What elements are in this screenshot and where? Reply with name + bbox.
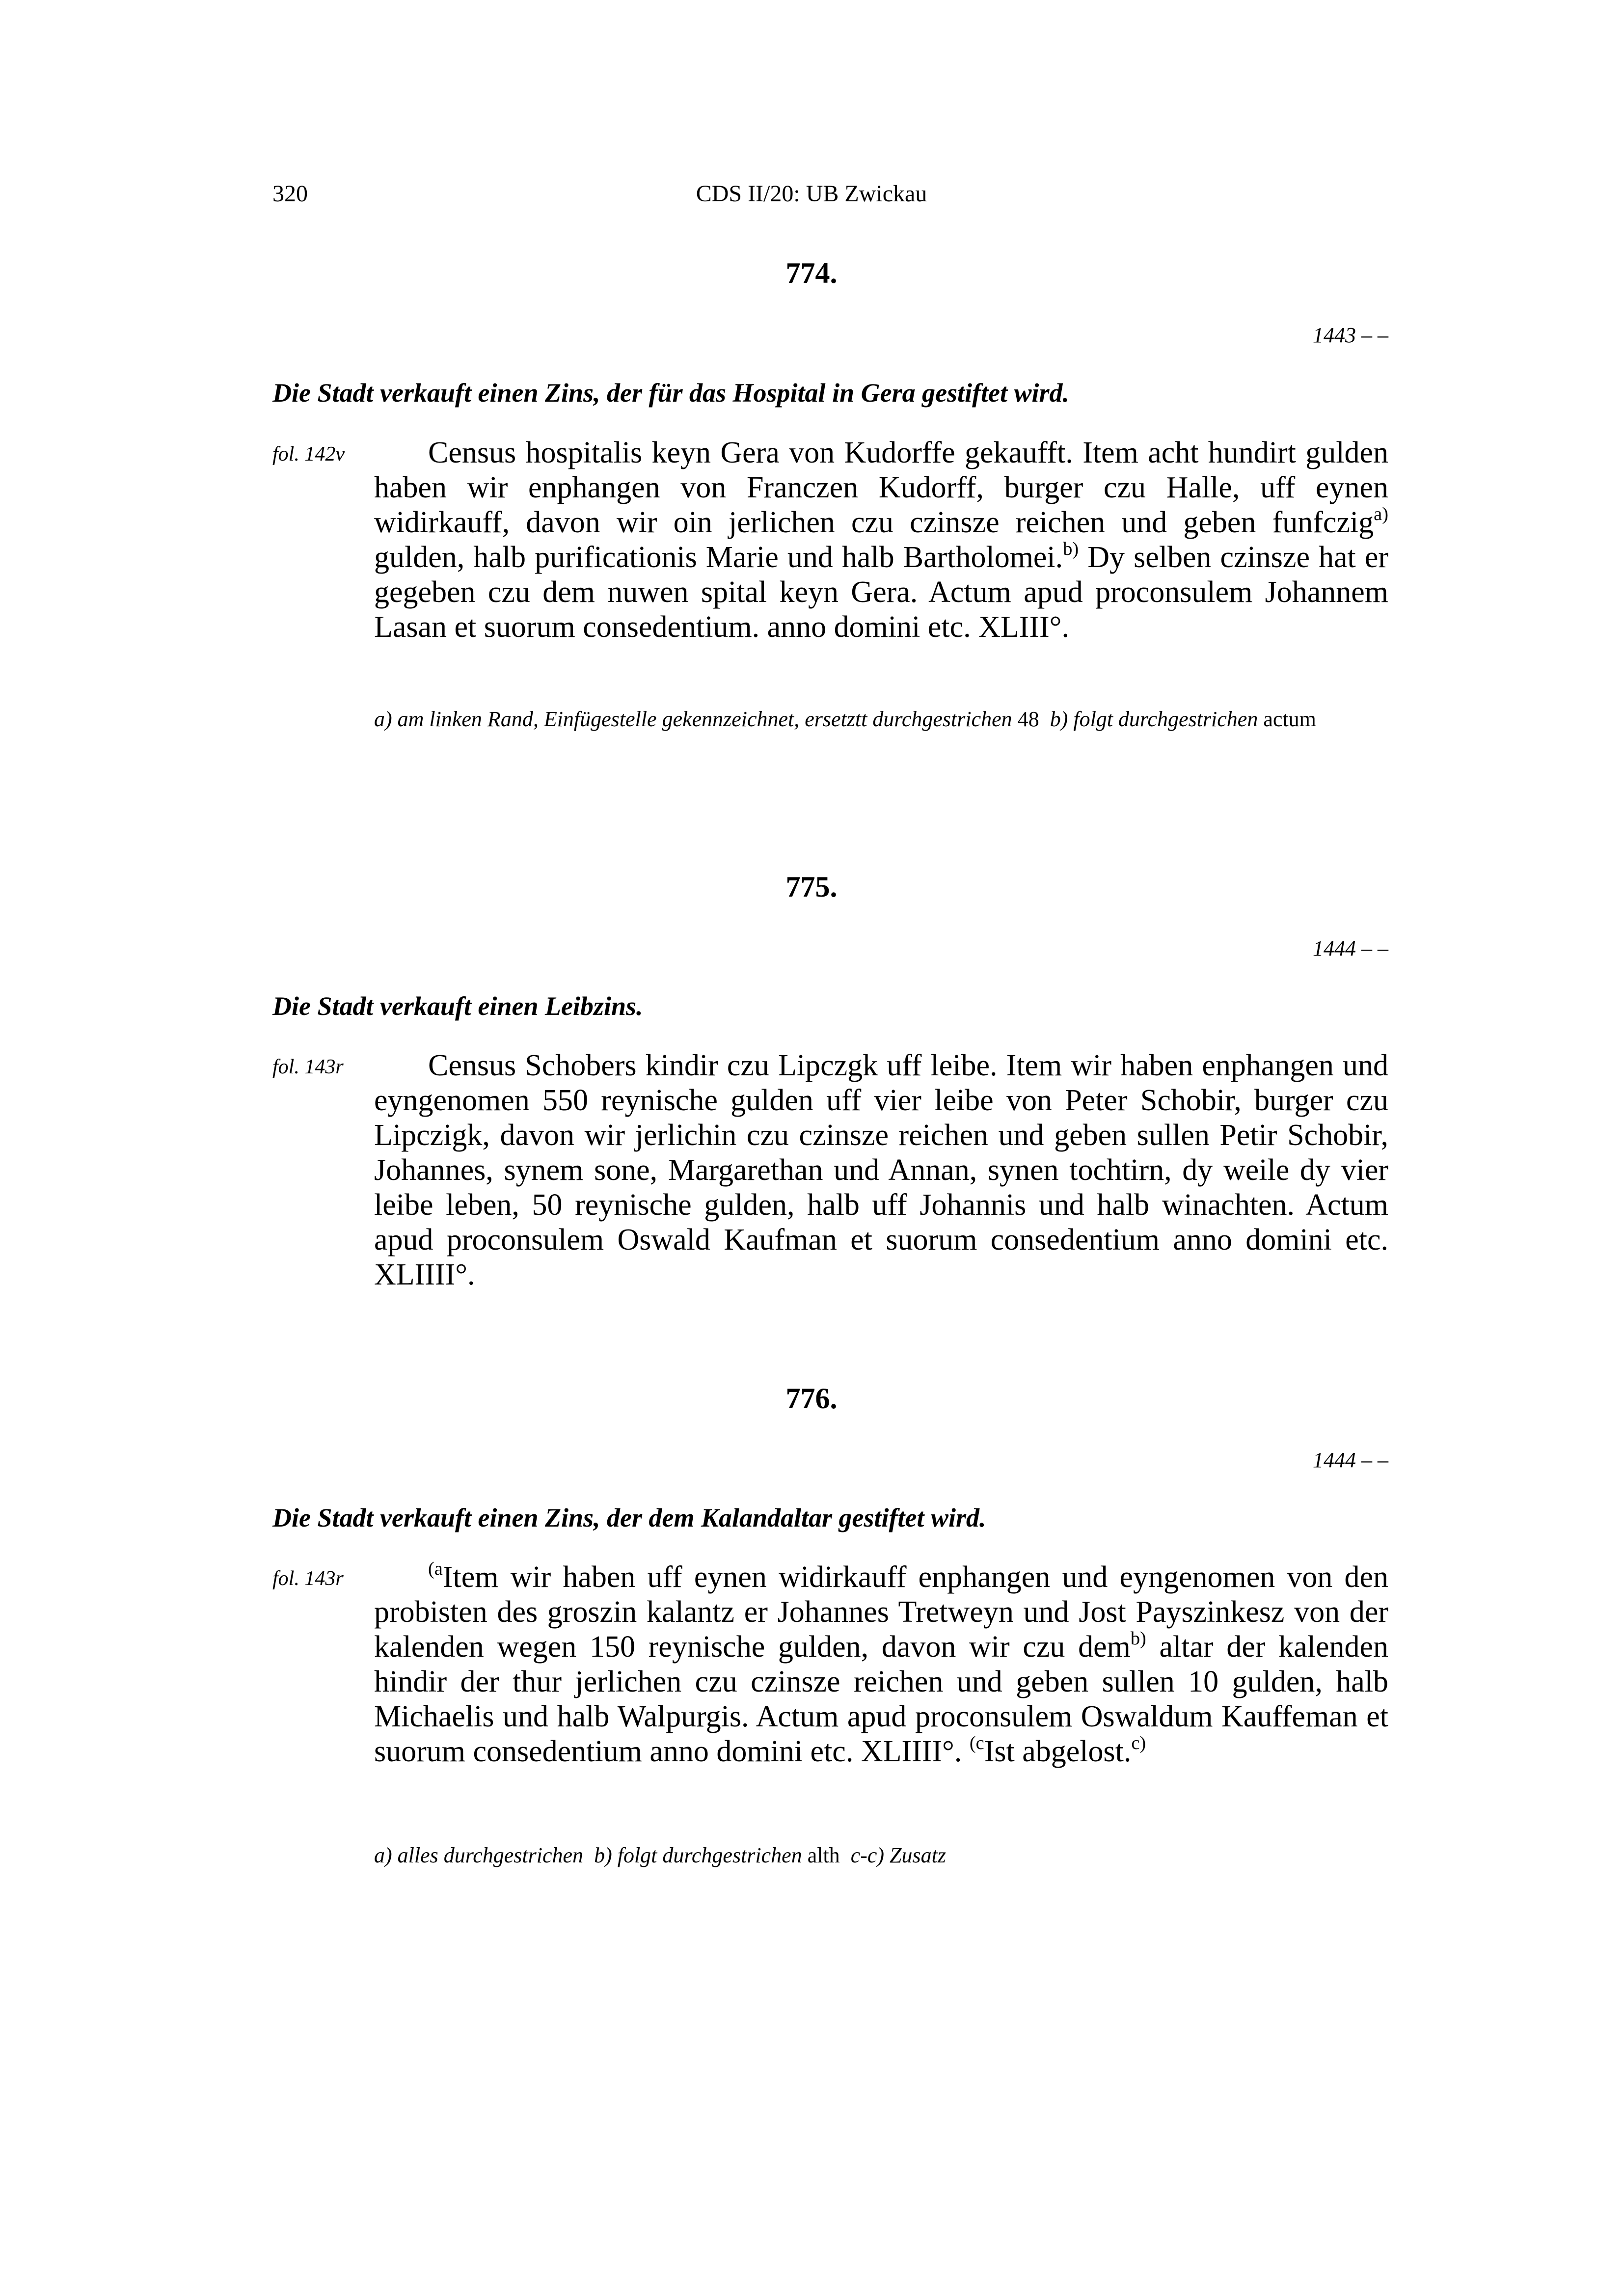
folio-reference-774: fol. 142v <box>272 443 345 465</box>
note-b-word: actum <box>1263 707 1316 731</box>
running-title: CDS II/20: UB Zwickau <box>696 181 927 207</box>
note-a: a) am linken Rand, Einfügestelle gekennzeichnet, ersetztt durchgestrichen <box>374 707 1012 731</box>
text-part: Dy selben czinsze hat er gegeben czu dem nuwen spital keyn Gera. Actum apud proconsulem Johannem Lasan et suorum consedentium. anno domini etc. XLIII°. <box>374 541 1388 644</box>
footnote-marker-c-open: (c <box>969 1732 984 1753</box>
entry-regest-776: Die Stadt verkauft einen Zins, der dem Kalandaltar gestiftet wird. <box>272 1503 986 1532</box>
text-part: Item wir haben uff eynen widirkauff enphangen und eyngenomen von den probisten des groszin kalantz er Johannes Tretweyn und Jost Payszinkesz von der kalenden wegen 150 reynische gulden, davon wir czu dem <box>374 1560 1388 1664</box>
note-b: b) folgt durchgestrichen <box>1050 707 1258 731</box>
entry-date-774: 1443 – – <box>1313 323 1388 347</box>
footnote-marker-b: b) <box>1063 538 1079 559</box>
entry-number-775: 775. <box>785 871 838 903</box>
footnote-marker-a: a) <box>1374 503 1388 524</box>
entry-date-776: 1444 – – <box>1313 1448 1388 1472</box>
entry-date-775: 1444 – – <box>1313 936 1388 960</box>
entry-text-774 <box>374 436 1388 645</box>
entry-text-776 <box>374 1560 1388 1769</box>
entry-text-775 <box>374 1048 1388 1292</box>
note-a: a) alles durchgestrichen <box>374 1843 584 1867</box>
apparatus-notes-776 <box>374 1840 1388 1871</box>
note-c: c-c) Zusatz <box>850 1843 946 1867</box>
footnote-marker-b: b) <box>1130 1628 1146 1649</box>
note-b: b) folgt durchgestrichen <box>594 1843 802 1867</box>
apparatus-notes-774 <box>374 704 1388 735</box>
footnote-marker-a: (a <box>428 1558 443 1579</box>
text-part: Ist abgelost. <box>984 1735 1132 1768</box>
folio-reference-776: fol. 143r <box>272 1567 344 1590</box>
entry-number-774: 774. <box>785 257 838 289</box>
text-part: Census Schobers kindir czu Lipczgk uff leibe. Item wir haben enphangen und eyngenomen 550 reynische gulden uff vier leibe von Peter Schobir, burger czu Lipczigk, davon wir jerlichin czu czinsze reichen und geben sullen Petir Schobir, Johannes, synem sone, Margarethan und Annan, synen tochtirn, dy weile dy vier leibe leben, 50 reynische gulden, halb uff Johannis und halb winachten. Actum apud proconsulem Oswald Kaufman et suorum consedentium anno domini etc. XLIIII°. <box>374 1049 1388 1291</box>
entry-regest-774: Die Stadt verkauft einen Zins, der für das Hospital in Gera gestiftet wird. <box>272 378 1070 408</box>
folio-reference-775: fol. 143r <box>272 1056 344 1078</box>
note-b-word: alth <box>807 1843 840 1867</box>
text-part: gulden, halb purificationis Marie und halb Bartholomei. <box>374 541 1063 574</box>
footnote-marker-c-close: c) <box>1131 1732 1146 1753</box>
note-a-word: 48 <box>1017 707 1039 731</box>
text-part: Census hospitalis keyn Gera von Kudorffe gekaufft. Item acht hundirt gulden haben wir enphangen von Franczen Kudorff, burger czu Halle, uff eynen widirkauff, davon wir oin jerlichen czu czinsze reichen und geben funfczig <box>374 436 1388 539</box>
page-number: 320 <box>272 181 308 207</box>
text-part: altar der kalenden hindir der thur jerlichen czu czinsze reichen und geben sullen 10 gulden, halb Michaelis und halb Walpurgis. Actum apud proconsulem Oswaldum Kauffeman et suorum consedentium anno domini etc. XLIIII°. <box>374 1630 1388 1768</box>
entry-number-776: 776. <box>785 1382 838 1415</box>
entry-regest-775: Die Stadt verkauft einen Leibzins. <box>272 991 643 1021</box>
